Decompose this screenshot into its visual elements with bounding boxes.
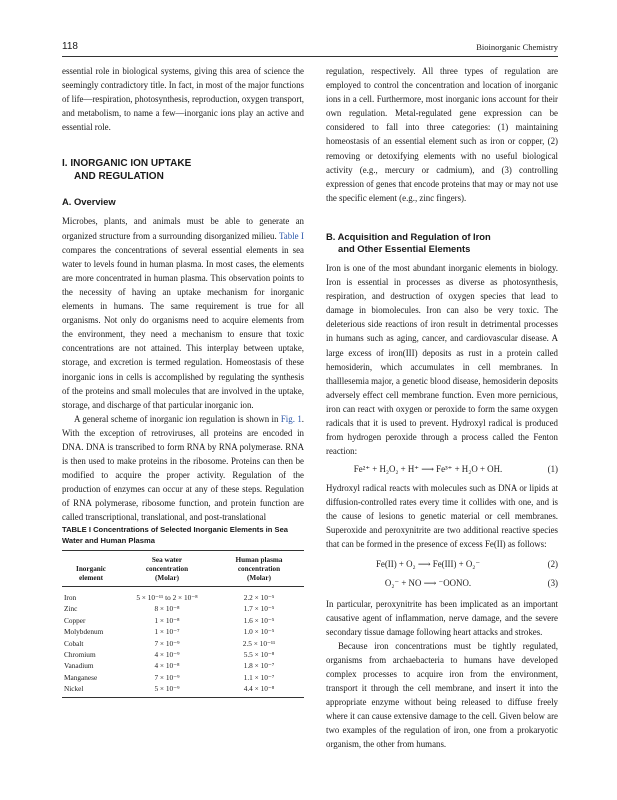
header-sea-l3: (Molar) [155,574,179,582]
cell-element: Nickel [64,684,84,694]
cell-plasma: 2.2 × 10⁻⁵ [243,593,275,602]
header-rule [62,56,558,57]
subsection-heading-line2: and Other Essential Elements [338,242,471,254]
cell-element: Vanadium [64,661,94,671]
running-title: Bioinorganic Chemistry [476,42,558,52]
table-row [62,638,304,649]
concentration-table [62,551,304,583]
table-rule-bottom [62,697,304,698]
header-element [62,551,120,583]
paragraph-overview-1-start: Microbes, plants, and animals must be able to generate an organized structure from a surrounding disorganized milieu. [62,216,304,241]
equation-2 [326,557,558,572]
header-element-l2: element [79,574,103,582]
cell-plasma: 1.1 × 10⁻⁷ [243,672,275,682]
cell-element: Chromium [64,650,96,660]
paragraph-overview-1-end: compares the concentrations of several essential elements in sea water to levels found in human plasma. In most cases, the elements are more concentrated in human plasma. This observation points to the necessity of having an uptake mechanism for inorganic elements in humans. The same requirement is true for all organisms. Not only do organisms need to acquire elements from the environment, they need a mechanism to ensure that toxic concentrations are not attained. This interplay between uptake, storage, and excretion is termed regulation. Homeostasis of these inorganic ions in cells is accomplished by regulating the synthesis of the proteins and small molecules that are involved in the uptake, storage, and discharge of that particular inorganic ion. [62,244,304,410]
subsection-heading-line1: B. Acquisition and Regulation of Iron [326,230,491,242]
header-sea-l2: concentration [145,565,189,573]
paragraph-overview-1 [62,214,304,411]
paragraph-iron-1: Iron is one of the most abundant inorganic elements in biology. Iron is essential in processes as diverse as photosynthesis, respiration, and destruction of oxygen species that lead to damage in biomolecules. Iron can also be very toxic. The deleterious side reactions of iron result in detrimental processes in humans such as aging, cancer, and cardiovascular disease. A large excess of iron(III) deposits as rust in a protein called hemosiderin, which accumulates in cell membranes. In thalllesemia major, a genetic blood disease, hemosiderin deposits adversely effect cell membrane function. Even more pernicious, iron can react with oxygen or peroxide to form the same oxygen radicals that it is used to prevent. Hydroxyl radical is produced from hydrogen peroxide through a process called the Fenton reaction: [326,262,558,457]
table-row [62,587,304,603]
fig-1-link[interactable]: Fig. 1 [280,413,302,424]
cell-element: Manganese [64,672,98,682]
equation-2-number: (2) [547,559,558,570]
cell-sea: 8 × 10⁻⁸ [154,604,180,614]
cell-plasma: 1.0 × 10⁻⁵ [243,627,275,637]
cell-element: Zinc [64,604,78,614]
cell-sea: 1 × 10⁻⁷ [154,627,180,637]
cell-element: Cobalt [64,638,84,648]
paragraph-iron-3: In particular, peroxynitrite has been implicated as an important causative agent of inflammation, nerve damage, and the severe secondary tissue damage following heart attacks and strokes. [326,598,558,637]
concentration-table-body [62,587,304,695]
cell-plasma: 1.8 × 10⁻⁷ [243,661,275,671]
table-caption: TABLE I Concentrations of Selected Inorganic Elements in Sea Water and Human Plasma [62,525,289,545]
left-column [62,64,304,525]
header-plasma-l2: concentration [237,565,281,573]
paragraph-overview-2-end: . With the exception of retroviruses, all proteins are encoded in DNA. DNA is transcribed to form RNA by RNA polymerase. RNA is then used to make proteins in the ribosome. Proteins can then be modified to acquire the proper activity. Regulation of the production of enzymes can occur at any of these steps. Regulation of RNA polymerase, ribosome function, and protein function are called transcriptional, translational, and post-translational [62,413,305,523]
header-human-plasma [214,551,304,583]
paragraph-iron-2: Hydroxyl radical reacts with molecules such as DNA or lipids at diffusion-controlled rates every time it collides with one, and is the cause of lesions to genetic material or cell membranes. Superoxide and peroxynitrite are two additional reactive species that can be formed in the presence of excess Fe(II) as follows: [326,482,558,550]
equation-3-number: (3) [547,577,558,588]
table-row [62,683,304,694]
table-header-row [62,551,304,583]
header-sea-l1: Sea water [151,556,183,564]
right-column [326,64,558,752]
section-heading-inorganic-ion-uptake [62,158,304,183]
header-plasma-l3: (Molar) [247,574,271,582]
header-sea-water [120,551,214,583]
subsection-heading-acquisition [326,231,558,255]
table-row [62,660,304,671]
cell-sea: 7 × 10⁻⁹ [154,672,180,682]
cell-plasma: 1.6 × 10⁻⁵ [243,615,275,625]
cell-sea: 4 × 10⁻⁹ [154,650,180,660]
table-row [62,615,304,626]
cell-plasma: 2.5 × 10⁻¹¹ [242,638,276,648]
paragraph-regulation: regulation, respectively. All three types of regulation are employed to control the concentration and location of inorganic ions in a cell. Furthermore, most inorganic ions account for their own regulation. Metal-regulated gene expression can be considered to fall into three categories: (1) maintaining homeostasis of an essential element such as iron or copper, (2) removing or detoxifying elements with no useful biological activity (e.g., mercury or cadmium), and (3) controlling expression of genes that encode proteins that may or may not use the specific element (e.g., zinc fingers). [326,66,558,203]
cell-plasma: 1.7 × 10⁻⁵ [243,604,275,614]
table-i [62,525,304,698]
header-element-l1: Inorganic [76,565,106,573]
cell-sea: 5 × 10⁻⁹ [154,684,180,694]
equation-3-expression: O₂⁻ + NO ⟶ ⁻OONO. [384,577,472,588]
section-heading-line1: I. INORGANIC ION UPTAKE [62,158,192,170]
cell-sea: 1 × 10⁻⁸ [154,615,180,625]
page-number: 118 [62,41,78,52]
equation-1 [326,462,558,477]
header-plasma-l1: Human plasma [235,556,283,564]
equation-1-expression: Fe²⁺ + H₂O₂ + H⁺ ⟶ Fe³⁺ + H₂O + OH. [353,464,503,475]
table-row [62,672,304,683]
cell-element: Copper [64,615,86,625]
table-row [62,649,304,660]
subsection-heading-overview: A. Overview [62,196,116,208]
cell-sea: 4 × 10⁻⁸ [154,661,180,671]
paragraph-overview-2-start: A general scheme of inorganic ion regulation is shown in [74,413,281,424]
paragraph-iron-4: Because iron concentrations must be tightly regulated, organisms from archaebacteria to humans have developed complex processes to acquire iron from the environment, transport it through the cell membrane, and insert it into the appropriate enzyme without being released to diffuse freely where it can cause extensive damage to the cell. Given below are two examples of the regulation of iron, one from a prokaryotic organism, the other from humans. [326,640,558,750]
cell-plasma: 5.5 × 10⁻⁸ [243,650,275,660]
cell-sea: 5 × 10⁻¹¹ to 2 × 10⁻⁸ [136,593,198,602]
cell-element: Iron [64,593,77,602]
equation-2-expression: Fe(II) + O₂ ⟶ Fe(III) + O₂⁻ [375,559,481,570]
equation-3 [326,576,558,591]
equation-1-number: (1) [547,464,558,475]
section-heading-line2: AND REGULATION [74,170,164,182]
cell-element: Molybdenum [64,627,104,637]
cell-sea: 7 × 10⁻⁹ [154,638,180,648]
table-i-link[interactable]: Table I [279,230,304,241]
paragraph-overview-2 [62,412,304,525]
paragraph-intro: essential role in biological systems, giving this area of science the seemingly contradictory title. In fact, in most of the major functions of life—respiration, photosynthesis, reproduction, oxygen transport, and metabolism, to name a few—inorganic ions play an active and essential role. [62,66,304,133]
cell-plasma: 4.4 × 10⁻⁸ [243,684,275,694]
table-row [62,603,304,614]
table-row [62,626,304,637]
